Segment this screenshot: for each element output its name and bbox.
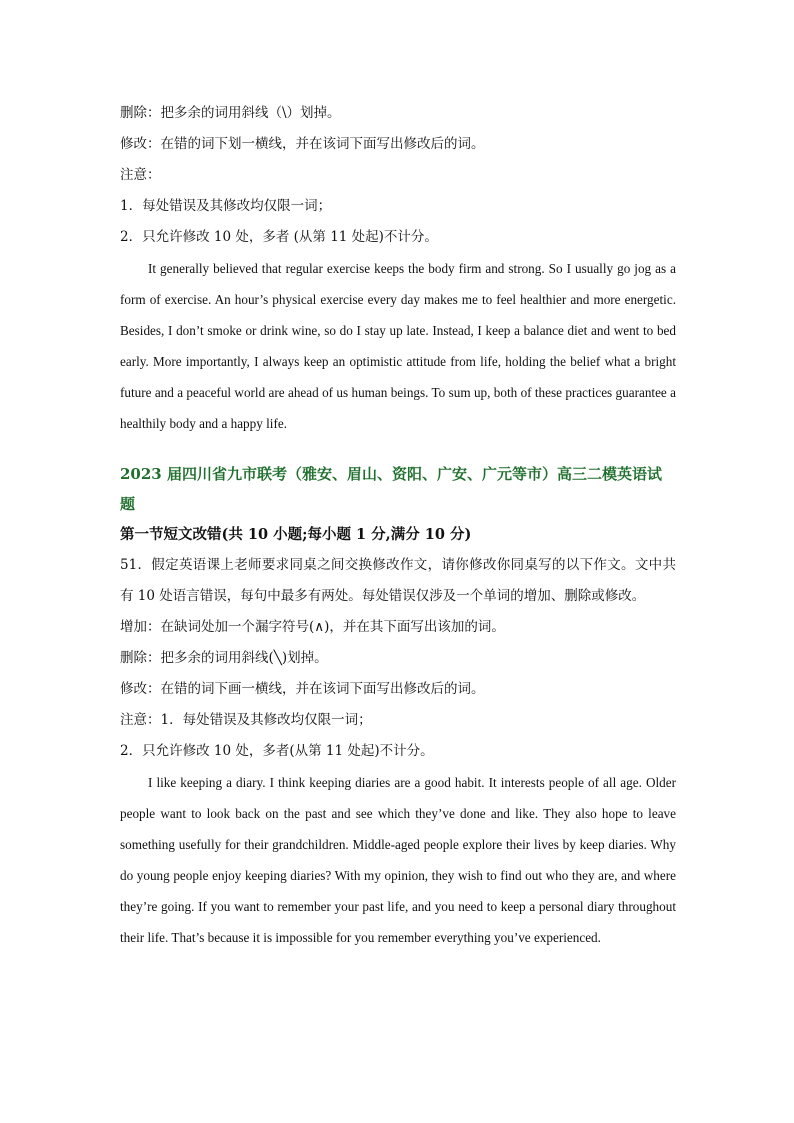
passage-diary: I like keeping a diary. I think keeping diaries are a good habit. It interests people of all age. Older people want to look back on the past and see which they’ve done and like. They also hope to leave something usefully for their grandchildren. Middle-aged people explore their lives by keep diaries. Why do young people enjoy keeping diaries? With my opinion, they wish to find out who they are, and where they’re going. If you want to remember your past life, and you need to keep a personal diary throughout their life. That’s because it is impossible for you remember everything you’ve experienced. — [120, 775, 676, 945]
modify-rule-2: 修改：在错的词下画一横线，并在该词下面写出修改后的词。 — [120, 681, 485, 697]
add-rule: 增加：在缺词处加一个漏字符号(∧)，并在其下面写出该加的词。 — [120, 619, 505, 635]
delete-rule-2: 删除：把多余的词用斜线(╲)划掉。 — [120, 650, 328, 666]
modify-rule: 修改：在错的词下划一横线，并在该词下面写出修改后的词。 — [120, 136, 485, 152]
note-item-2-b: 2．只允许修改 10 处，多者(从第 11 处起)不计分。 — [120, 743, 434, 759]
document-page — [120, 98, 676, 953]
question-instruction: 51．假定英语课上老师要求同桌之间交换修改作文，请你修改你同桌写的以下作文。文中共有 10 处语言错误，每句中最多有两处。每处错误仅涉及一个单词的增加、删除或修改。 — [120, 557, 676, 604]
passage-exercise: It generally believed that regular exercise keeps the body firm and strong. So I usually go jog as a form of exercise. An hour’s physical exercise every day makes me to feel healthier and more energetic. Besides, I don’t smoke or drink wine, so do I stay up late. Instead, I keep a balance diet and went to bed early. More importantly, I always keep an optimistic attitude from life, holding the belief what a bright future and a peaceful world are ahead of us human beings. To sum up, both of these practices guarantee a healthily body and a happy life. — [120, 261, 676, 431]
note-label: 注意： — [120, 167, 161, 183]
note-item-1: 1．每处错误及其修改均仅限一词； — [120, 198, 332, 214]
exam-title: 2023 届四川省九市联考（雅安、眉山、资阳、广安、广元等市）高三二模英语试题 — [120, 465, 662, 513]
delete-rule: 删除：把多余的词用斜线（\）划掉。 — [120, 105, 341, 121]
note-item-1-b: 注意：1．每处错误及其修改均仅限一词； — [120, 712, 372, 728]
note-item-2: 2．只允许修改 10 处，多者 (从第 11 处起)不计分。 — [120, 229, 438, 245]
section-title: 第一节短文改错(共 10 小题;每小题 1 分,满分 10 分) — [120, 526, 472, 543]
section-gap — [120, 439, 676, 459]
